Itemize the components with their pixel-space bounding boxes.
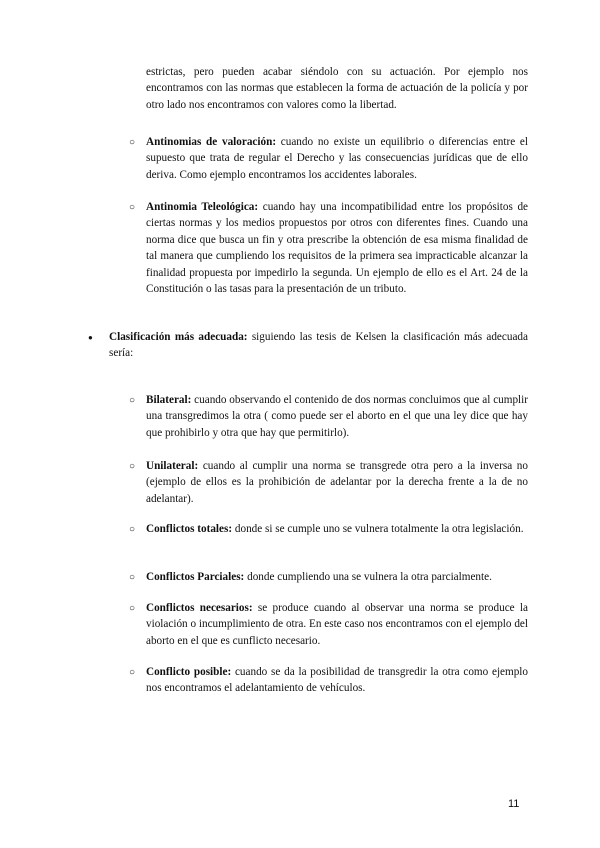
sub-bullet-icon: ○ bbox=[129, 395, 136, 406]
list-item-unilateral bbox=[146, 458, 528, 507]
item-term: Antinomias de valoración: bbox=[146, 136, 277, 148]
page-number: 11 bbox=[508, 798, 520, 810]
item-term: Conflictos totales: bbox=[146, 523, 233, 535]
item-text: cuando observando el contenido de dos normas concluimos que al cumplir una transgredimos la otra ( como puede ser el aborto en el que una ley dice que hay que prohibirlo y otra que hay que permitirlo). bbox=[146, 394, 528, 439]
list-item-conflictos-totales bbox=[146, 521, 528, 537]
sub-bullet-icon: ○ bbox=[129, 461, 136, 472]
item-text: cuando no existe un equilibrio o diferencias entre el supuesto que trata de regular el Derecho y las consecuencias jurídicas que de ello deriva. Como ejemplo encontramos los accidentes laborales. bbox=[146, 136, 529, 181]
item-term: Bilateral: bbox=[146, 394, 192, 406]
sub-bullet-icon: ○ bbox=[129, 667, 136, 678]
item-term: Unilateral: bbox=[146, 460, 199, 472]
item-term: Antinomia Teleológica: bbox=[146, 201, 259, 213]
list-item-clasificacion bbox=[109, 329, 528, 362]
continuation-paragraph: estrictas, pero pueden acabar siéndolo con su actuación. Por ejemplo nos encontramos con las normas que establecen la forma de actuación de la policía y por otro lado nos encontramos con valores como la libertad. bbox=[146, 66, 528, 111]
list-item-conflicto-posible bbox=[146, 664, 528, 697]
sub-bullet-icon: ○ bbox=[129, 572, 136, 583]
sub-bullet-icon: ○ bbox=[129, 202, 136, 213]
item-term: Conflictos Parciales: bbox=[146, 571, 245, 583]
item-text: cuando al cumplir una norma se transgrede otra pero a la inversa no (ejemplo de ellos es la prohibición de adelantar por la derecha frente a la de no adelantar). bbox=[146, 460, 528, 505]
item-term: Conflicto posible: bbox=[146, 666, 232, 678]
sub-bullet-icon: ○ bbox=[129, 524, 136, 535]
list-item-bilateral bbox=[146, 392, 528, 441]
item-text: donde cumpliendo una se vulnera la otra parcialmente. bbox=[244, 571, 492, 583]
list-item-antinomias-valoracion bbox=[146, 134, 528, 183]
item-text: cuando hay una incompatibilidad entre los propósitos de ciertas normas y los medios propuestos por otros con diferentes fines. Cuando una norma dice que busca un fin y otra prescribe la obtención de esa misma finalidad de tal manera que cumpliendo los requisitos de la primera sea impracticable alcanzar la finalidad propuesta por impedirlo la segunda. Un ejemplo de ello es el Art. 24 de la Constitución o las tasas para la presentación de un tributo. bbox=[146, 201, 529, 296]
list-item-antinomia-teleologica bbox=[146, 199, 528, 297]
list-item-conflictos-necesarios bbox=[146, 600, 528, 649]
sub-bullet-icon: ○ bbox=[129, 137, 136, 148]
item-term: Conflictos necesarios: bbox=[146, 602, 253, 614]
item-text: cuando se da la posibilidad de transgredir la otra como ejemplo nos encontramos el adelantamiento de vehículos. bbox=[146, 666, 529, 695]
main-bullet-icon: ● bbox=[88, 333, 93, 342]
item-term: Clasificación más adecuada: bbox=[109, 331, 248, 343]
sub-bullet-icon: ○ bbox=[129, 603, 136, 614]
item-text: se produce cuando al observar una norma se produce la violación o incumplimiento de otra. En este caso nos encontramos con el ejemplo del aborto en el que es cunflicto necesario. bbox=[146, 602, 528, 647]
item-text: siguiendo las tesis de Kelsen la clasificación más adecuada sería: bbox=[109, 331, 528, 360]
item-text: donde si se cumple uno se vulnera totalmente la otra legislación. bbox=[232, 523, 524, 535]
list-item-conflictos-parciales bbox=[146, 569, 528, 585]
